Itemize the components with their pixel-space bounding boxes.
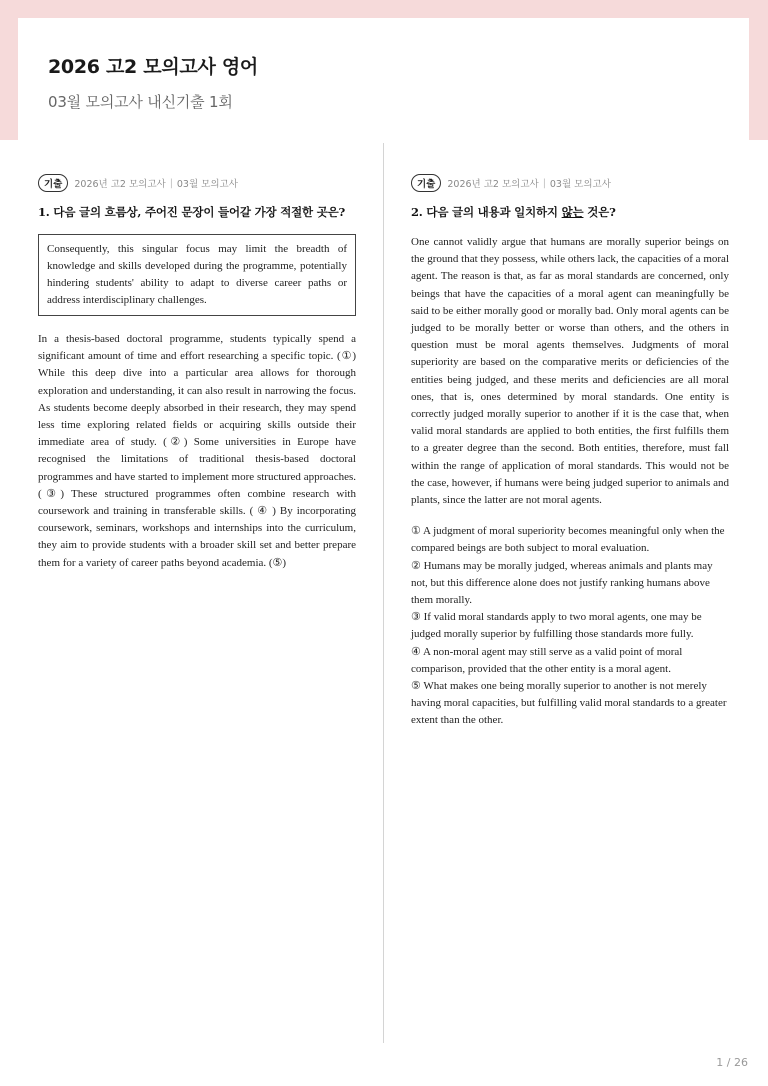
column-divider [383, 143, 384, 1043]
question-2-title [411, 204, 729, 220]
exam-badge: 기출 [411, 174, 441, 192]
question-2-title-post: 것은? [583, 205, 616, 219]
option-4[interactable]: ④ A non-moral agent may still serve as a valid point of moral comparison, provided that the other entity is a moral agent. [411, 645, 683, 675]
page-subtitle: 03월 모의고사 내신기출 1회 [48, 93, 233, 111]
option-5[interactable]: ⑤ What makes one being morally superior to another is not merely having moral capacities, but fulfilling valid moral standards to a greater extent than the other. [411, 680, 727, 727]
question-1-passage: In a thesis-based doctoral programme, students typically spend a significant amount of time and effort researching a specific topic. (①) While this deep dive into a particular area allows for thorough exploration and understanding, it can also result in narrowing the focus. As students become deeply absorbed in their research, they may spend less time exploring related fields or acquiring skills outside their immediate area of study. (②) Some universities in Europe have recognised the limitations of traditional thesis-based doctoral programmes and have started to implement more structured approaches. (③) These structured programmes often combine research with coursework and training in transferable skills. ( ④ ) By incorporating coursework, seminars, workshops and internships into the curriculum, they aim to provide students with a broader skill set and better prepare them for a variety of career paths beyond academia. (⑤) [38, 333, 356, 569]
question-2-passage: One cannot validly argue that humans are morally superior beings on the ground that they possess, while others lack, the capacities of a moral agent. The reason is that, as far as moral standards are concerned, only beings that have the capacities of a moral agent can meaningfully be said to be either morally good or morally bad. Only moral agents can be judged to be morally better or worse than others, and the others in question must be moral agents themselves. Judgments of moral superiority are based on the comparative merits or deficiencies of the entities being judged, and these merits and deficiencies are all moral ones, that is, ones determined by moral standards. One entity is correctly judged morally superior to another if it is the case that, when valid moral standards are applied to both entities, the first fulfills them to a greater degree than the second. Both entities, therefore, must fall within the range of application of moral standards. This would not be the case, however, if humans were being judged superior to animals and plants, since the latter are not moral agents. [411, 236, 729, 507]
answer-options [411, 523, 729, 729]
question-2-title-underline: 않는 [561, 205, 584, 219]
source-year: 2026년 고2 모의고사 [447, 179, 539, 190]
question-1-title: 1. 다음 글의 흐름상, 주어진 문장이 들어갈 가장 적절한 곳은? [38, 205, 346, 219]
page-number: 1 / 26 [716, 1056, 748, 1069]
given-sentence-box: Consequently, this singular focus may limit the breadth of knowledge and skills developed during the programme, potentially hindering students' ability to adapt to diverse career paths or address interdisciplinary challenges. [38, 234, 356, 316]
question-2-title-pre: 2. 다음 글의 내용과 일치하지 [411, 205, 562, 219]
question-2 [411, 174, 729, 730]
source-month: 03월 모의고사 [176, 179, 238, 190]
option-1[interactable]: ① A judgment of moral superiority becomes meaningful only when the compared beings are both subject to moral evaluation. [411, 525, 725, 555]
page-title: 2026 고2 모의고사 영어 [48, 56, 258, 78]
source-separator: | [542, 177, 546, 189]
exam-badge: 기출 [38, 174, 68, 192]
header-card [18, 18, 749, 140]
option-3[interactable]: ③ If valid moral standards apply to two moral agents, one may be judged morally superior by fulfilling those standards more fully. [411, 611, 702, 641]
source-month: 03월 모의고사 [549, 179, 611, 190]
source-separator: | [169, 177, 173, 189]
source-year: 2026년 고2 모의고사 [74, 179, 166, 190]
question-1-source [38, 174, 356, 192]
question-2-source [411, 174, 729, 192]
question-1 [38, 174, 356, 572]
option-2[interactable]: ② Humans may be morally judged, whereas animals and plants may not, but this difference alone does not justify ranking humans above them morally. [411, 559, 713, 607]
